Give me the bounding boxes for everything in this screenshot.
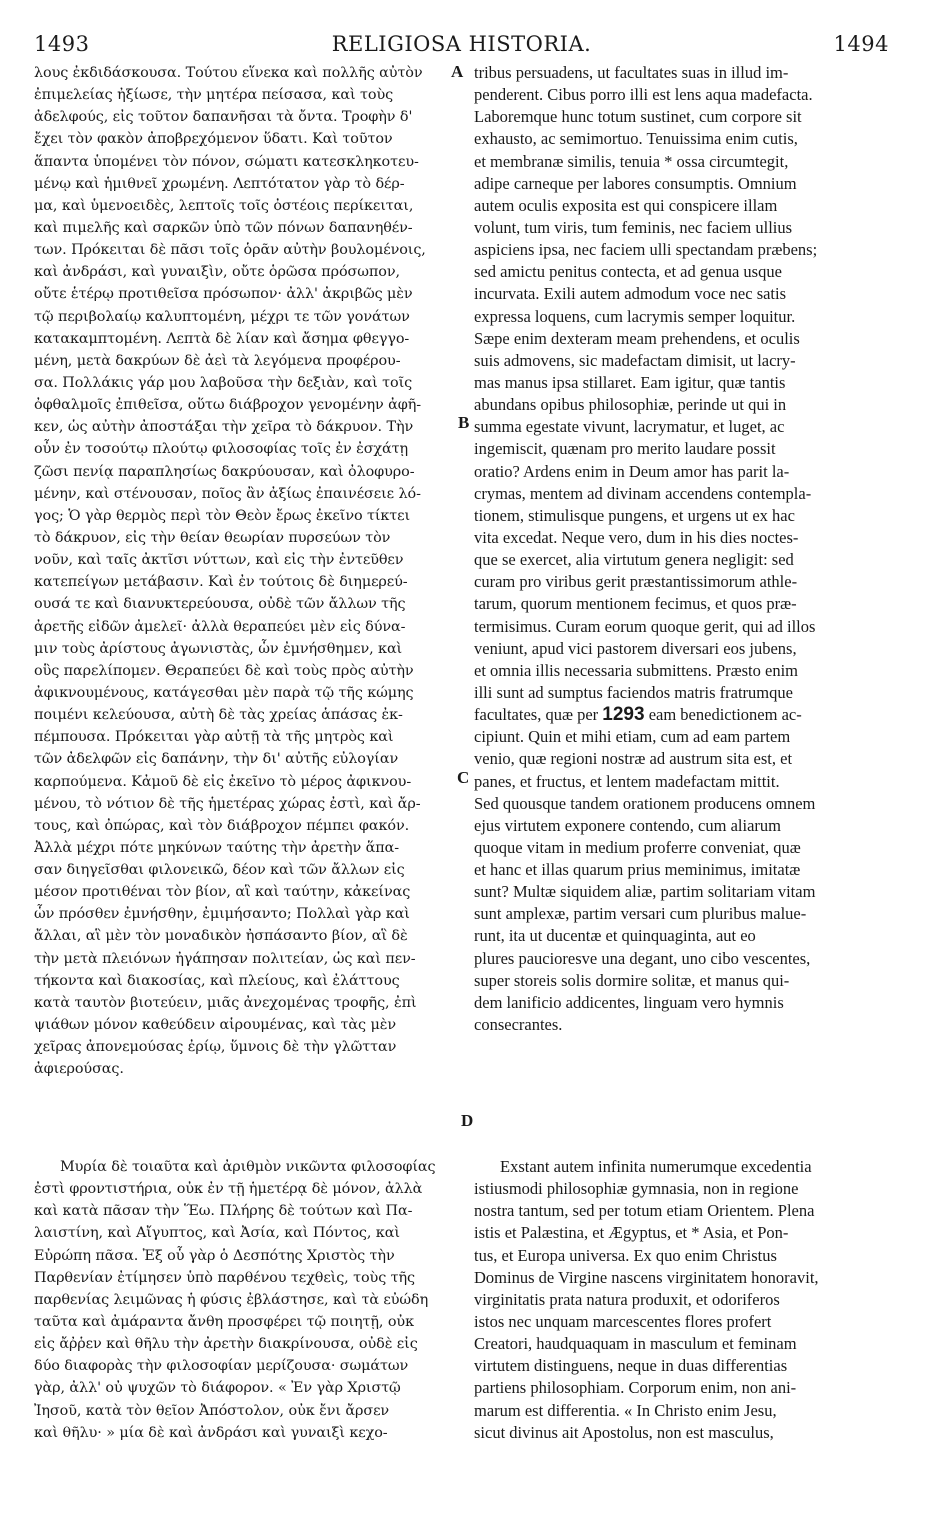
greek-text-line: Ἰησοῦ, κατὰ τὸν θεῖον Ἀπόστολον, οὐκ ἔνι ἄρσεν <box>34 1402 390 1419</box>
greek-text-line: παρθενίας λειμῶνας ἡ φύσις ἐβλάστησε, καὶ τὰ εὐώδη <box>34 1291 429 1308</box>
latin-text-line: tus, et Europa universa. Ex quo enim Christus <box>474 1245 777 1265</box>
latin-column-top <box>474 62 892 1036</box>
greek-text-line: των. Πρόκειται δὲ πᾶσι τοῖς ὁρᾶν αὐτὴν βουλομένοις, <box>34 242 426 259</box>
latin-text-line: Creatori, haudquaquam in masculum et feminam <box>474 1334 797 1354</box>
greek-text-line: γος; Ὁ γὰρ θερμὸς περὶ τὸν Θεὸν ἔρως ἐκεῖνο τίκτει <box>34 507 411 524</box>
greek-text-line: ἐστὶ φροντιστήρια, οὐκ ἐν τῇ ἡμετέρᾳ δὲ μόνον, ἀλλὰ <box>34 1181 423 1198</box>
latin-text-line: Laboremque hunc totum sustinet, cum corpore sit <box>474 107 802 127</box>
latin-text-line: Dominus de Virgine nascens virginitatem honoravit, <box>474 1267 819 1287</box>
greek-text-line: καὶ ἀνδράσι, καὶ γυναιξὶν, οὔτε ὁρῶσα πρόσωπον, <box>34 264 400 281</box>
greek-text-line: καὶ θῆλυ· » μία δὲ καὶ ἀνδράσι καὶ γυναιξὶ κεχο- <box>34 1424 388 1441</box>
latin-text-line: exhausto, ac semimortuo. Tenuissima enim cutis, <box>474 129 798 149</box>
greek-text-line: ἀφιερούσας. <box>34 1061 124 1078</box>
latin-text-line: sunt? Multæ siquidem aliæ, partim solitariam vitam <box>474 882 816 902</box>
greek-text-line: τὸ δάκρυον, εἰς τὴν θείαν θεωρίαν πυρσεύων τὸν <box>34 529 391 546</box>
latin-text-line: super storeis solis dormire solitæ, et manus qui- <box>474 970 790 990</box>
greek-text-line: νοῦν, καὶ ταῖς ἀκτῖσι νύττων, καὶ εἰς τὴν ἐντεῦθεν <box>34 552 404 569</box>
greek-text-line: κατὰ ταυτὸν βιοτεύειν, μιᾶς ἀνεχομένας τροφῆς, ἐπὶ <box>34 994 417 1011</box>
greek-text-line: ἔχει τὸν φακὸν ἀποβρεχόμενον ὕδατι. Καὶ τοῦτον <box>34 131 393 148</box>
greek-text-line: ἀρετῆς εἰδῶν ἀμελεῖ· ἀλλὰ θεραπεύει μὲν εἰς δύνα- <box>34 618 406 635</box>
latin-text-line: partiens philosophiam. Corporum enim, non ani- <box>474 1378 797 1398</box>
latin-text-line: venio, quæ regioni nostræ ad austrum sita est, et <box>474 749 793 769</box>
greek-text-line: ποιμένι κελεύουσα, αὐτὴ δὲ τὰς χρείας ἁπάσας ἐκ- <box>34 707 403 724</box>
latin-text-line: Sæpe enim dexteram meam prehendens, et oculis <box>474 328 800 348</box>
greek-text-line: μέσον προτιθέναι τὸν βίον, αἳ καὶ ταύτην, κἀκείνας <box>34 884 411 901</box>
latin-text-line: panes, et fructus, et lentem madefactam mittit. <box>474 771 780 791</box>
latin-text-line: vita excedat. Neque vero, dum in his dies noctes- <box>474 527 799 547</box>
latin-text-line: sicut divinus ait Apostolus, non est masculus, <box>474 1422 774 1442</box>
greek-text-line: μιν τοὺς ἀρίστους ἀγωνιστὰς, ὧν ἐμνήσθημεν, καὶ <box>34 640 403 657</box>
greek-text-line: μένη, μετὰ δακρύων δὲ ἀεὶ τὰ λεγόμενα προφέρου- <box>34 352 401 369</box>
latin-text-line: volunt, tum viris, tum feminis, nec faciem ullius <box>474 217 793 237</box>
latin-text-line: Sed quousque tandem orationem producens omnem <box>474 793 816 813</box>
latin-text-line: virtutem distinguens, neque in duas differentias <box>474 1356 788 1376</box>
latin-text-line: ingemiscit, quænam pro merito laudare possit <box>474 439 776 459</box>
greek-text-line: κατακαμπτομένη. Λεπτὰ δὲ λίαν καὶ ἄσημα φθεγγο- <box>34 330 410 347</box>
latin-text-line: aspiciens ipsa, nec faciem ulli spectandam præbens; <box>474 240 818 260</box>
greek-text-line: ταῦτα καὶ ἀμάραντα ἄνθη προσφέρει τῷ ποιητῇ, οὐκ <box>34 1313 414 1330</box>
greek-text-line: ὀφθαλμοῖς ἐπιθεῖσα, οὕτω διάβροχον γενομένην ἀφῆ- <box>34 397 422 414</box>
greek-text-line: ὧν πρόσθεν ἐμνήσθην, ἐμιμήσαντο; Πολλαὶ γὰρ καὶ <box>34 906 410 923</box>
greek-text-line: τῷ περιβολαίῳ καλυπτομένη, μέχρι τε τῶν γονάτων <box>34 308 410 325</box>
latin-text-line: incurvata. Exili autem admodum voce nec satis <box>474 284 787 304</box>
greek-text-line: σα. Πολλάκις γάρ μου λαβοῦσα τὴν δεξιὰν, καὶ τοῖς <box>34 374 413 391</box>
greek-text-line: καρπούμενα. Κἀμοῦ δὲ εἰς ἐκεῖνο τὸ μέρος ἀφικνου- <box>34 773 412 790</box>
latin-text-line: cipiunt. Quin et mihi etiam, cum ad eam partem <box>474 727 791 747</box>
greek-column-bottom <box>34 1156 456 1444</box>
greek-text-line: τήκοντα καὶ διακοσίας, καὶ πλείους, καὶ ἐλάττους <box>34 972 400 989</box>
latin-text-line: penderent. Cibus porro illi est lens aqua madefacta. <box>474 85 813 105</box>
right-page-number: 1494 <box>833 32 889 56</box>
greek-text-line: ἅπαντα ὑπομένει τὸν πόνον, σώματι κατεσκληκοτευ- <box>34 153 419 170</box>
margin-marker-c: C <box>457 768 470 787</box>
latin-text-line: marum est differentia. « In Christo enim Jesu, <box>474 1400 777 1420</box>
greek-text-line: τους, καὶ ὀπώρας, καὶ τὸν διάβροχον πέμπει φακόν. <box>34 817 410 834</box>
latin-text-line: et hanc et illas quarum prius meminimus, imitatæ <box>474 860 801 880</box>
greek-text-line: μένου, τὸ νότιον δὲ τῆς ἡμετέρας χώρας ἐστὶ, καὶ ἄρ- <box>34 795 421 812</box>
margin-marker-a: A <box>451 62 464 81</box>
greek-text-line: ἄλλαι, αἳ μὲν τὸν μοναδικὸν ἠσπάσαντο βίον, αἳ δὲ <box>34 928 408 945</box>
latin-text-line: virginitatis prata natura produxit, et odoriferos <box>474 1289 780 1309</box>
latin-text-line: adipe carneque per labores consumptis. Omnium <box>474 173 797 193</box>
latin-text-line: expressa loquens, cum lacrymis semper loquitur. <box>474 306 796 326</box>
text-fragment: facultates, quæ per <box>474 705 599 725</box>
latin-text-line: illi sunt ad sumptus faciendos matris fratrumque <box>474 682 793 702</box>
left-page-number: 1493 <box>34 32 90 56</box>
margin-marker-d: D <box>461 1111 474 1130</box>
greek-text-line: γὰρ, ἀλλ' οὐ ψυχῶν τὸ διάφορον. « Ἐν γὰρ Χριστῷ <box>34 1380 401 1397</box>
latin-text-line: summa egestate vivunt, lacrymatur, et luget, ac <box>474 417 785 437</box>
latin-text-line: curam pro viribus gerit præstantissimorum athle- <box>474 572 798 592</box>
greek-text-line: ουσά τε καὶ διανυκτερεύουσα, οὐδὲ τῶν ἄλλων τῆς <box>34 596 406 613</box>
latin-text-line: et membranæ similis, tenuia * ossa circumtegit, <box>474 151 789 171</box>
greek-text-line: ζῶσι πενίᾳ παραπλησίως δακρύουσαν, καὶ ὀλοφυρο- <box>34 463 415 480</box>
greek-text-line: τὴν μετὰ πλειόνων ἠγάπησαν πολιτείαν, ὡς καὶ πεν- <box>34 950 416 967</box>
latin-column-bottom <box>474 1156 892 1444</box>
greek-text-line: κατεπείγων μετάβασιν. Καὶ ἐν τούτοις δὲ διημερεύ- <box>34 574 408 591</box>
latin-text-line: que se exercet, alia virtutum genera negligit: sed <box>474 550 794 570</box>
latin-text-line: sed amictu penitus contecta, et ad genua usque <box>474 262 782 282</box>
greek-text-line: μα, καὶ ὑμενοειδὲς, λεπτοῖς τοῖς ὀστέοις περίκειται, <box>34 197 414 214</box>
latin-text-line: autem oculis exposita est qui conspicere illam <box>474 195 778 215</box>
greek-text-line: μένην, καὶ στένουσαν, ποῖος ἂν ἀξίως ἐπαινέσειε λό- <box>34 485 421 502</box>
greek-column-top <box>34 62 456 1080</box>
greek-text-line: χεῖρας ἀπονεμούσας ἐρίῳ, ὕμνοις δὲ τὴν γλῶτταν <box>34 1039 397 1056</box>
greek-text-line: ἀδελφούς, εἰς τοῦτον δαπανῆσαι τὰ ὄντα. Τροφὴν δ' <box>34 109 413 126</box>
greek-text-line: κεν, ὡς αὐτὴν ἀποστάξαι τὴν χεῖρα τὸ δάκρυον. Τὴν <box>34 419 414 436</box>
latin-text-line: dem lanificio addicentes, linguam vero hymnis <box>474 992 784 1012</box>
greek-text-line: καὶ πιμελῆς καὶ σαρκῶν ὑπὸ τῶν πόνων δαπανηθέν- <box>34 219 413 236</box>
margin-marker-b: B <box>458 413 470 432</box>
greek-text-line: ψιάθων μόνον καθεύδειν αἱρουμένας, καὶ τὰς μὲν <box>34 1017 396 1034</box>
greek-text-line: Εὐρώπη πᾶσα. Ἐξ οὗ γὰρ ὁ Δεσπότης Χριστὸς τὴν <box>34 1247 395 1264</box>
latin-text-line: istos nec unquam marcescentes flores profert <box>474 1311 772 1331</box>
latin-text-line: tribus persuadens, ut facultates suas in illud im- <box>474 63 789 82</box>
greek-text-line: Μυρία δὲ τοιαῦτα καὶ ἀριθμὸν νικῶντα φιλοσοφίας <box>60 1159 436 1175</box>
latin-text-line: tarum, quorum mentionem fecimus, et quos præ- <box>474 594 797 614</box>
greek-text-line: οὔτε ἑτέρῳ προτιθεῖσα πρόσωπον· ἀλλ' ἀκριβῶς μὲν <box>34 286 413 303</box>
latin-text-line: runt, ita ut ducentæ et quinquaginta, aut eo <box>474 926 756 946</box>
latin-text-line: istis et Palæstina, et Ægyptus, et * Asia, et Pon- <box>474 1223 789 1243</box>
latin-text-line: crymas, mentem ad divinam accendens contempla- <box>474 483 812 503</box>
latin-text-line: istiusmodi philosophiæ gymnasia, non in regione <box>474 1179 799 1199</box>
greek-text-line: δύο διαφορὰς τὴν φιλοσοφίαν μερίζουσα· σωμάτων <box>34 1358 409 1375</box>
greek-text-line: σαν διηγεῖσθαι φιλονεικῶ, δέον καὶ τῶν ἄλλων εἰς <box>34 862 405 879</box>
greek-text-line: λους ἐκδιδάσκουσα. Τούτου εἵνεκα καὶ πολλῆς αὐτὸν <box>34 65 423 81</box>
latin-text-line: abundans opibus philosophiæ, perinde ut qui in <box>474 395 787 415</box>
greek-text-line: μένῳ καὶ ἡμιθνεῖ χρωμένη. Λεπτότατον γὰρ τὸ δέρ- <box>34 175 405 192</box>
greek-text-line: λαιστίνη, καὶ Αἴγυπτος, καὶ Ἀσία, καὶ Πόντος, καὶ <box>34 1225 400 1242</box>
latin-text-line: plures paucioresve una degant, uno cibo vescentes, <box>474 948 811 968</box>
greek-text-line: ἐπιμελείας ἠξίωσε, τὴν μητέρα πείσασα, καὶ τοὺς <box>34 87 394 104</box>
page-header <box>34 32 889 62</box>
latin-text-line: nostra tantum, sed per totum etiam Orientem. Plena <box>474 1201 815 1221</box>
greek-text-line: ἀφικνουμένους, κατάγεσθαι μὲν παρὰ τῷ τῆς κώμης <box>34 684 414 701</box>
latin-text-line: veniunt, apud vici pastorem diversari eos jubens, <box>474 638 797 658</box>
latin-text-line: quoque vitam in medium proferre conveniat, quæ <box>474 837 801 857</box>
text-fragment: eam benedictionem ac- <box>648 705 802 725</box>
greek-text-line: εἰς ἄῤῥεν καὶ θῆλυ τὴν ἀρετὴν διακρίνουσα, οὐδὲ εἰς <box>34 1336 418 1353</box>
running-title: RELIGIOSA HISTORIA. <box>331 32 592 56</box>
greek-text-line: πέμπουσα. Πρόκειται γὰρ αὐτῇ τὰ τῆς μητρὸς καὶ <box>34 729 394 746</box>
latin-text-line: Exstant autem infinita numerumque excedentia <box>500 1157 812 1176</box>
greek-text-line: τῶν ἀδελφῶν εἰς δαπάνην, τὴν δι' αὐτῆς εὐλογίαν <box>34 751 399 768</box>
latin-text-line: ejus virtutem exponere contendo, cum aliarum <box>474 815 781 835</box>
greek-text-line: καὶ κατὰ πᾶσαν τὴν Ἕω. Πλήρης δὲ τούτων καὶ Πα- <box>34 1203 413 1220</box>
latin-text-line: mas manus ipsa stillaret. Eam igitur, quæ tantis <box>474 372 786 392</box>
latin-text-line: termisimus. Curam eorum quoque gerit, qui ad illos <box>474 616 816 636</box>
greek-text-line: οὓς παρελίπομεν. Θεραπεύει δὲ καὶ τοὺς πρὸς αὐτὴν <box>34 662 414 679</box>
latin-text-line: sunt amplexæ, partim versari cum pluribus malue- <box>474 904 807 924</box>
greek-text-line: Παρθενίαν ἐτίμησεν ὑπὸ παρθένου τεχθεὶς, τοὺς τῆς <box>34 1269 415 1286</box>
latin-text-line: oratio? Ardens enim in Deum amor has parit la- <box>474 461 790 481</box>
greek-text-line: Ἀλλὰ μέχρι πότε μηκύνων ταύτης τὴν ἀρετὴν ἅπα- <box>34 839 400 856</box>
latin-text-line: et omnia illis necessaria submittens. Præsto enim <box>474 660 798 680</box>
latin-text-line: tionem, stimulisque pungens, et urgens ut ex hac <box>474 505 795 525</box>
greek-text-line: οὖν ἐν τοσούτῳ πλούτῳ φιλοσοφίας τοῖς ἐν ἐσχάτῃ <box>34 441 409 458</box>
latin-text-line <box>474 704 892 726</box>
column-number: 1293 <box>602 704 645 726</box>
latin-text-line: consecrantes. <box>474 1015 563 1035</box>
latin-text-line: suis admovens, sic madefactam dimisit, ut lacry- <box>474 350 796 370</box>
